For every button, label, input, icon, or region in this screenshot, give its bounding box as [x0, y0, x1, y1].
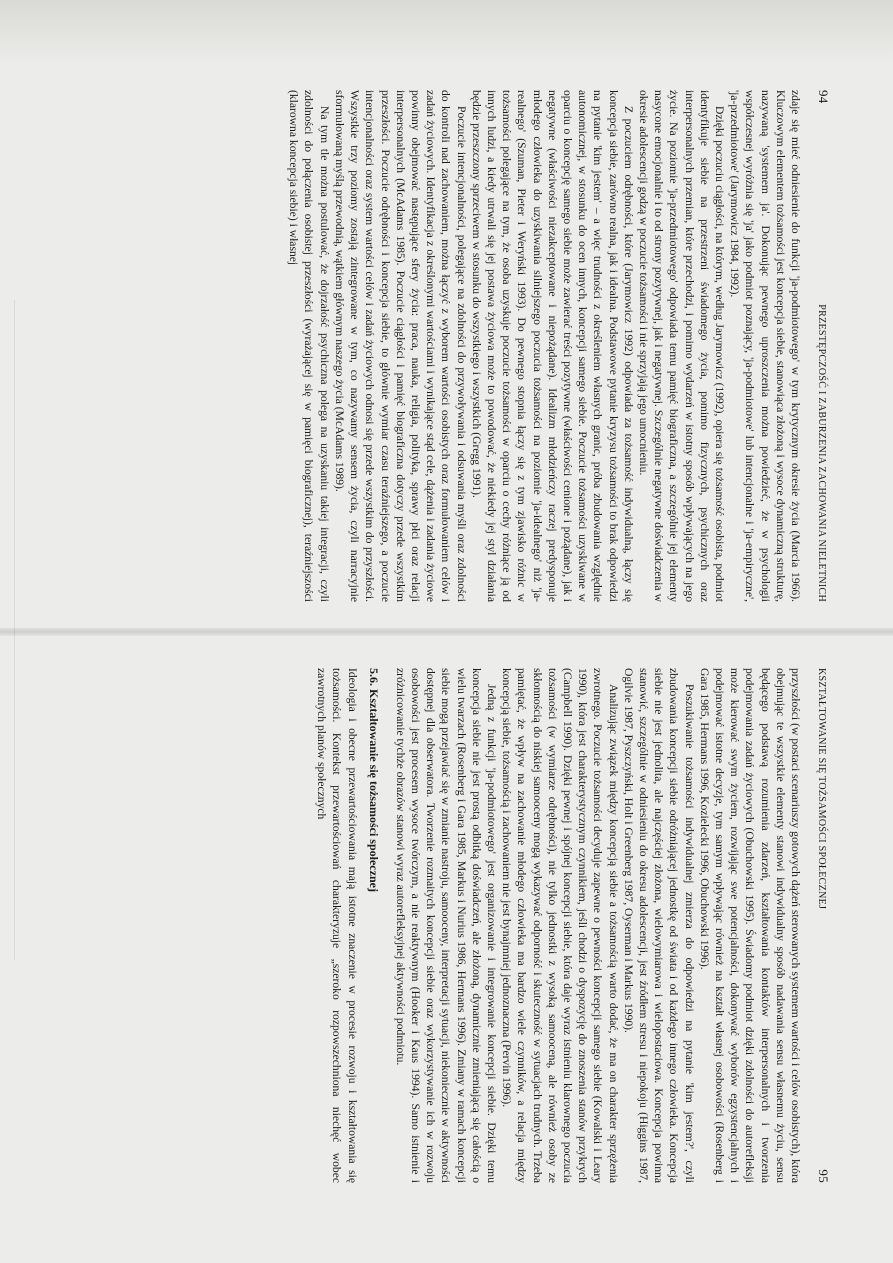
- right-page-number: 95: [816, 1169, 831, 1183]
- right-paragraph-2: Poszukiwanie tożsamości indywidualnej zmierza do odpowiedzi na pytanie 'kim jestem?', czyli zbudowania koncepcji siebie odróżniającej jednostkę od świata i od każdego innego człowieka. Koncepcja siebie nie jest jednolita, ale najczęściej złożona, wielowymiarowa i wielopostaciowa. Koncepcja powinna stanowić, szczególnie w odniesieniu do okresu adolescencji, jest źródłem stresu i niepokoju (Higgins 1987, Ogilvie 1987, Pyszczyński, Holt i Greenberg 1987, Oyserman i Markus 1990).: [621, 668, 696, 1183]
- left-running-header: [815, 90, 831, 602]
- right-page: [0, 632, 893, 1263]
- left-paragraph-3: Z poczuciem odrębności, które (Jarymowicz 1992) odpowiada za tożsamość indywidualną, łączy się koncepcja siebie, zarówno realna, jak i idealna. Podstawowe pytanie kryzysu tożsamości to brak odpowiedzi na pytanie 'kim jestem' – a więc trudności z określeniem własnych granic, próba zbudowania względnie autonomicznej, w stosunku do ocen innych, koncepcji samego siebie. Poczucie tożsamości uzyskiwane w oparciu o koncepcję samego siebie może zawierać treści pozytywne (właściwości cenione i pożądane), jak i negatywne (właściwości niezakceptowane i niepożądane). Idealizm młodzieńczy raczej predysponuje młodego człowieka do uzyskiwania silniejszego poczucia tożsamości na poziomie 'ja-idealnego' niż 'ja-realnego' (Szuman, Pieter i Weryński 1993). Do pewnego stopnia łączy się z tym zjawisko różnic w tożsamości polegające na tym, że osoba uzyskuje poczucie tożsamości w oparciu o cechy różniące ją od innych ludzi, a kiedy utrwali się jej postawa życiowa może to powodować, że niekiedy jej styl działania będzie przeszczony sprzeciwem w stosunku do wszystkiego i wszystkich (Gregg 1991).: [469, 90, 635, 602]
- left-paragraph-2: Dzięki poczuciu ciągłości, na którym, według Jarymowicz (1992), opiera się tożsamość osobista, podmiot identyfikuje siebie na przestrzeni świadomego życia, pomimo fizycznych, psychicznych oraz interpersonalnych przemian, które przechodzi, i pomimo wydarzeń w istotny sposób wpływających na jego życie. Na poziomie 'ja-przedmiotowego' odpowiada temu pamięć biograficzna, a szczególnie jej elementy nasycone emocjonalnie i to od strony pozytywnej, jak i negatywnej. Szczególnie negatywne doświadczenia w okresie adolescencji godzą w poczucie tożsamości i nie sprzyjają jego umocnieniu.: [636, 90, 726, 602]
- left-paragraph-1: zdaje się mieć odniesienie do funkcji 'ja-podmiotowego' w tym krytycznym okresie życia (Marcia 1966). Kluczowym elementem tożsamości jest koncepcja siebie, stanowiąca złożoną i wysoce dynamiczną strukturę, nazywaną 'systemem ja'. Dokonując pewnego uproszczenia można powiedzieć, że w psychologii współczesnej wyróżnia się 'ja' jako podmiot poznający, 'ja-podmiotowe' lub intencjonalne i 'ja-empiryczne', 'ja-przedmiotowe' (Jarymowicz 1984, 1992).: [728, 90, 802, 602]
- section-heading: 5.6. Kształtowanie się tożsamości społecznej: [366, 668, 381, 892]
- scan-crease-line: [14, 300, 15, 960]
- right-header-title: KSZTAŁTOWANIE SIĘ TOŻSAMOŚCI SPOŁECZNEJ: [816, 668, 827, 910]
- left-page-number: 94: [816, 90, 831, 104]
- right-running-header: [815, 668, 831, 1183]
- left-paragraph-5: Na tym tle można postulować, że dojrzałość psychiczna polega na uzyskaniu takiej integracji, czyli zdolności do połączenia osobistej przeszłości (wyrażającej się w pamięci biograficznej), teraźniejszości (klarowna koncepcja siebie) i własnej: [287, 90, 331, 602]
- right-paragraph-5: Ideologia i obecne przewartościowania mają istotne znaczenie w procesie rozwoju i kształtowania się tożsamości. Kontekst przewartościowań charakteryzuje „szeroko rozpowszechniona niechęć wobec zawrotnych planów społecznych: [315, 668, 359, 1183]
- left-paragraph-4: Poczucie intencjonalności, polegające na zdolności do przywoływania i odsuwania myśli oraz zdolności do kontroli nad zachowaniem, można łączyć z wyborem wartości osobistych oraz formułowaniem celów i zadań życiowych. Identyfikacja z określonymi wartościami i wynikające stąd cele, dążenia i zadania życiowe powinny obejmować następujące sfery życia: praca, nauka, religia, polityka, sprawy płci oraz relacji interpersonalnych (McAdams 1985). Poczucie ciągłości i pamięć biograficzna dotyczy przede wszystkim przeszłości. Poczucie odrębności i koncepcja siebie, to głównie wymiar czasu teraźniejszego, a poczucie intencjonalności oraz system wartości celów i zadań życiowych odnosi się przede wszystkim do przyszłości. Wszystkie trzy poziomy zostają zintegrowane w tym, co nazywamy sensem życia, czyli narracyjnie sformułowaną myślą przewodnią, wątkiem głównym naszego życia (McAdams 1989).: [332, 90, 468, 602]
- left-header-title: PRZESTĘPCZOŚĆ I ZABURZENIA ZACHOWANIA NIELETNICH: [816, 304, 827, 602]
- right-paragraph-1: przyszłości (w postaci scenariuszy gotowych dążeń sterowanych systemem wartości i celów osobistych), która obejmując te wszystkie elementy stanowi indywidualny sposób nadawania sensu własnemu życiu, sensu będącego podstawą rozumienia zdarzeń, kształtowania kontaktów interpersonalnych i tworzenia podejmowania zadań życiowych (Obuchowski 1995). Świadomy podmiot dzięki zdolności do autorefleksji może kierować swym życiem, rozwijając swe potencjalności, dokonywać wyborów egzystencjalnych i podejmować istotne decyzje, tym samym wpływając również na kształt własnej osobowości (Rosenberg i Gara 1985, Hermans 1996, Kozielecki 1996, Obuchowski 1996).: [697, 668, 802, 1183]
- right-paragraph-4: Jedną z funkcji 'ja-podmiotowego' jest organizowanie i integrowanie koncepcji siebie. Dzięki temu koncepcja siebie nie jest prostą odbitką doświadczeń, ale złożoną, dynamicznie zmieniającą się całością o wielu twarzach (Rosenberg i Gara 1985, Markus i Nurius 1986, Hermans 1996). Zmiany w ramach koncepcji siebie mogą przejawiać się w zmianie nastroju, samooceny, interpretacji sytuacji, niekoniecznie w aktywności dostępnej dla obserwatora. Tworzenie rozmaitych koncepcji siebie oraz wykorzystywanie ich w rozwoju osobowości jest procesem wysoce twórczym, a nie reaktywnym (Hooker i Kaus 1994). Samo istnienie i zróżnicowanie tychże obrazów stanowi wyraz autorefleksyjnej aktywności podmiotu.: [393, 668, 498, 1183]
- right-paragraph-3: Analizując związek między koncepcją siebie a tożsamością warto dodać, że ma on charakter sprzężenia zwrotnego. Poczucie tożsamości decyduje zapewne o pewności koncepcji samego siebie (Kowalski i Leary 1990), która jest charakterystycznym czynnikiem, jeśli chodzi o dyspozycję do znoszenia stanów przykrych (Campbell 1990). Dzięki pewnej i spójnej koncepcji siebie, która daje wyraz istnieniu klarownego poczucia tożsamości (w wymiarze odrębności), nie tylko jednostki z wysoką samooceną, ale również osoby ze skłonnością do niskiej samooceny mogą wykazywać odporność i skuteczność w sytuacjach trudnych. Trzeba pamiętać, że wpływ na zachowanie młodego człowieka ma bardzo wiele czynników, a relacja między koncepcją siebie, tożsamością i zachowaniem nie jest bynajmniej jednoznaczna (Pervin 1996).: [500, 668, 620, 1183]
